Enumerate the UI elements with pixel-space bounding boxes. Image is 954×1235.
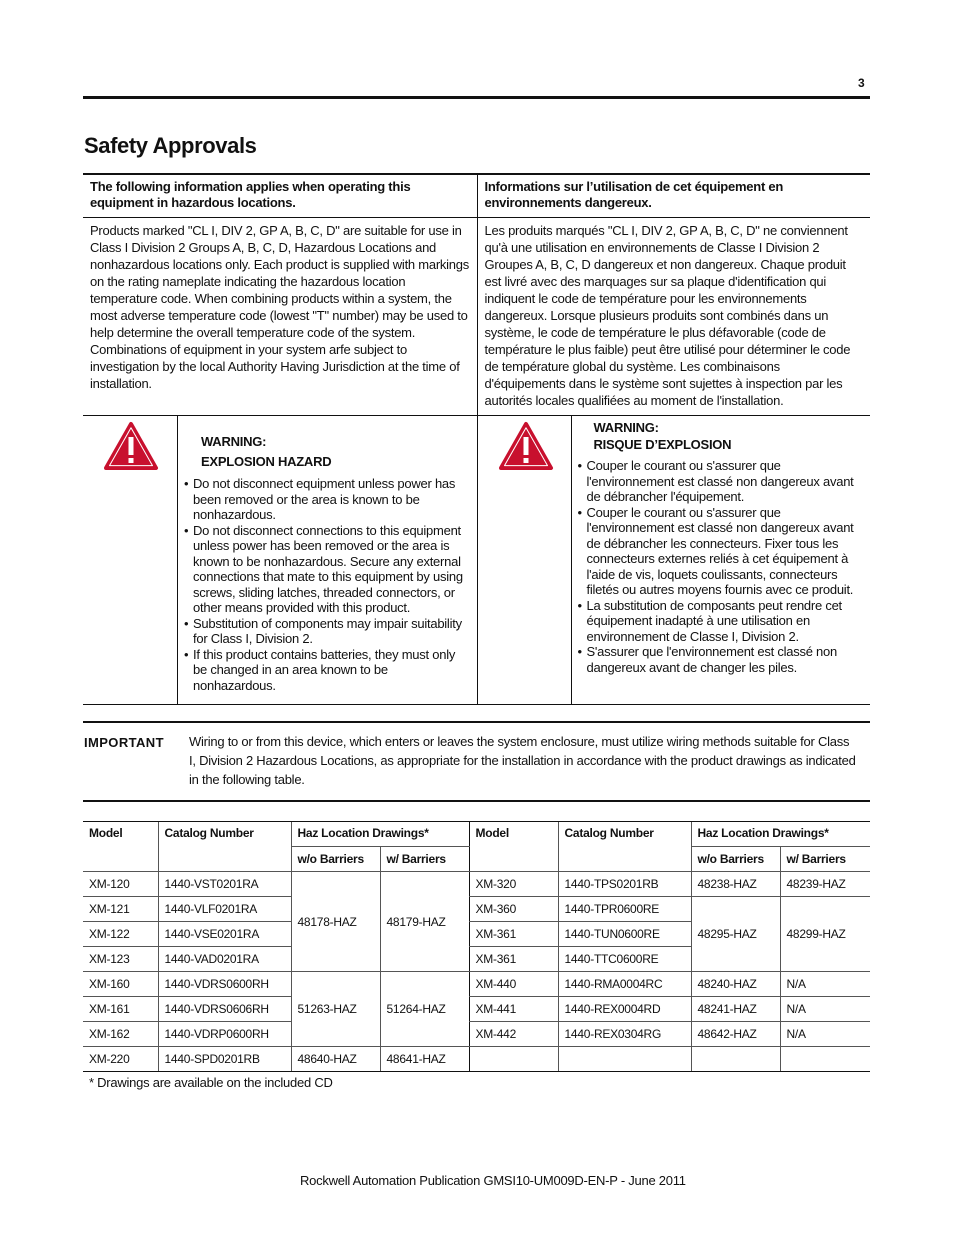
cell-catalog: 1440-VDRS0606RH bbox=[158, 997, 291, 1022]
cell-model: XM-440 bbox=[469, 972, 558, 997]
table-row bbox=[83, 872, 870, 897]
warning-heading-fr bbox=[580, 419, 865, 453]
header-haz: Haz Location Drawings* bbox=[291, 822, 469, 847]
cell-catalog: 1440-VSE0201RA bbox=[158, 922, 291, 947]
list-item: • Couper le courant ou s'assurer que l'environnement est classé non dangereux avant de débrancher l'équipement. bbox=[580, 458, 865, 505]
list-item: • Do not disconnect connections to this equipment unless power has been removed or the area is known to be nonhazardous. Secure any external connections that mate to this equipment by using screws, sliding latches, threaded connectors, or other means provided with this product. bbox=[186, 523, 471, 616]
table-row bbox=[83, 1022, 870, 1047]
list-item: • Substitution of components may impair suitability for Class I, Division 2. bbox=[186, 616, 471, 647]
warning-title-en: WARNING: bbox=[201, 434, 267, 449]
cell-model: XM-123 bbox=[83, 947, 158, 972]
important-label: IMPORTANT bbox=[84, 735, 164, 750]
cell-with: N/A bbox=[780, 997, 870, 1022]
cell-with: N/A bbox=[780, 972, 870, 997]
warning-list-en bbox=[186, 476, 471, 693]
header-catalog: Catalog Number bbox=[158, 822, 291, 872]
page-number: 3 bbox=[858, 76, 865, 90]
cell-catalog: 1440-VDRP0600RH bbox=[158, 1022, 291, 1047]
cell-without: 51263-HAZ bbox=[291, 972, 380, 1047]
cell-catalog: 1440-TTC0600RE bbox=[558, 947, 691, 972]
safety-body-fr: Les produits marqués "CL I, DIV 2, GP A, B, C, D" ne conviennent qu'à une utilisation en environnements de Classe I Division 2 Groupes A, B, C, D dangereux et non dangereux. Chaque produit est livré avec des marquages sur sa plaque d'identification qui indiquent le code de température pour les environnements dangereux. Lorsque plusieurs produits sont combinés dans un système, le code de température le plus défavorable (code de température le plus faible) peut être utilisé pour déterminer le code de température global du système. Les combinaisons d'équipements dans le système sont sujettes à inspection par les autorités locales qualifiées au moment de l'installation. bbox=[477, 218, 871, 415]
list-item: • Do not disconnect equipment unless power has been removed or the area is known to be nonhazardous. bbox=[186, 476, 471, 523]
important-text: Wiring to or from this device, which enters or leaves the system enclosure, must utilize wiring methods suitable for Class I, Division 2 Hazardous Locations, as appropriate for the installation in accordance with the product drawings as indicated in the following table. bbox=[189, 734, 856, 787]
table-row bbox=[83, 1047, 870, 1072]
warning-fr bbox=[477, 416, 871, 704]
cell-with: 48299-HAZ bbox=[780, 897, 870, 972]
warning-triangle-icon bbox=[103, 421, 159, 471]
cell-model: XM-442 bbox=[469, 1022, 558, 1047]
cell-without: 48238-HAZ bbox=[691, 872, 780, 897]
warning-triangle-icon bbox=[498, 421, 554, 471]
cell-model: XM-361 bbox=[469, 947, 558, 972]
safety-body-en: Products marked "CL I, DIV 2, GP A, B, C, D" are suitable for use in Class I Division 2 Groups A, B, C, D, Hazardous Locations and nonhazardous locations only. Each product is supplied with markings on the rating nameplate indicating the hazardous location temperature code. When combining products within a system, the most adverse temperature code (lowest "T" number) may be used to help determine the overall temperature code of the system. Combinations of equipment in your system arfe subject to investigation by the local Authority Having Jurisdiction at the time of installation. bbox=[90, 223, 470, 391]
table-row bbox=[83, 997, 870, 1022]
cell-catalog: 1440-REX0304RG bbox=[558, 1022, 691, 1047]
cell-catalog: 1440-VLF0201RA bbox=[158, 897, 291, 922]
cell-catalog: 1440-TPS0201RB bbox=[558, 872, 691, 897]
cell-empty bbox=[691, 1047, 780, 1072]
page-footer: Rockwell Automation Publication GMSI10-UM009D-EN-P - June 2011 bbox=[300, 1173, 686, 1188]
cell-model: XM-161 bbox=[83, 997, 158, 1022]
cell-catalog: 1440-VDRS0600RH bbox=[158, 972, 291, 997]
header-with-barriers: w/ Barriers bbox=[380, 847, 469, 872]
cell-without: 48295-HAZ bbox=[691, 897, 780, 972]
cell-without: 48178-HAZ bbox=[291, 872, 380, 972]
safety-header-fr: Informations sur l’utilisation de cet équipement en environnements dangereux. bbox=[477, 175, 871, 217]
table-row bbox=[83, 972, 870, 997]
cell-catalog: 1440-TUN0600RE bbox=[558, 922, 691, 947]
warning-heading-en bbox=[186, 432, 471, 472]
warning-title-fr: WARNING: bbox=[593, 420, 659, 435]
cell-catalog: 1440-SPD0201RB bbox=[158, 1047, 291, 1072]
cell-catalog: 1440-REX0004RD bbox=[558, 997, 691, 1022]
page-title: Safety Approvals bbox=[84, 133, 257, 158]
important-rule-bottom bbox=[83, 800, 870, 802]
warning-list-fr bbox=[580, 458, 865, 675]
header-model: Model bbox=[469, 822, 558, 872]
cell-with: N/A bbox=[780, 1022, 870, 1047]
table-header-row bbox=[83, 822, 870, 847]
header-model: Model bbox=[83, 822, 158, 872]
cell-catalog: 1440-RMA0004RC bbox=[558, 972, 691, 997]
warning-text-en bbox=[178, 416, 477, 704]
list-item: • If this product contains batteries, they must only be changed in an area known to be nonhazardous. bbox=[186, 647, 471, 694]
warning-subtitle-en: EXPLOSION HAZARD bbox=[201, 454, 332, 469]
cell-empty bbox=[780, 1047, 870, 1072]
header-without-barriers: w/o Barriers bbox=[691, 847, 780, 872]
safety-header-row bbox=[83, 173, 870, 217]
cell-model: XM-441 bbox=[469, 997, 558, 1022]
safety-header-en: The following information applies when operating this equipment in hazardous locations. bbox=[90, 179, 411, 210]
header-haz: Haz Location Drawings* bbox=[691, 822, 870, 847]
warning-subtitle-fr: RISQUE D’EXPLOSION bbox=[593, 437, 732, 452]
cell-without: 48240-HAZ bbox=[691, 972, 780, 997]
cell-catalog: 1440-VST0201RA bbox=[158, 872, 291, 897]
model-table bbox=[83, 821, 870, 1072]
cell-with: 48641-HAZ bbox=[380, 1047, 469, 1072]
warning-icon-cell bbox=[83, 416, 178, 704]
list-item: • Couper le courant ou s'assurer que l'environnement est classé non dangereux avant de débrancher les connecteurs. Fixer tous les connecteurs externes reliés à cet équipement à l'aide de vis, loquets coulissants, connecteurs filetés ou autres moyens fournis avec ce produit. bbox=[580, 505, 865, 598]
cell-model: XM-122 bbox=[83, 922, 158, 947]
cell-model: XM-360 bbox=[469, 897, 558, 922]
cell-without: 48640-HAZ bbox=[291, 1047, 380, 1072]
important-rule-top bbox=[83, 721, 870, 723]
header-with-barriers: w/ Barriers bbox=[780, 847, 870, 872]
warning-row bbox=[83, 415, 870, 705]
cell-without: 48642-HAZ bbox=[691, 1022, 780, 1047]
cell-empty bbox=[558, 1047, 691, 1072]
table-row bbox=[83, 897, 870, 922]
header-catalog: Catalog Number bbox=[558, 822, 691, 872]
cell-model: XM-121 bbox=[83, 897, 158, 922]
header-without-barriers: w/o Barriers bbox=[291, 847, 380, 872]
cell-with: 48239-HAZ bbox=[780, 872, 870, 897]
cell-empty bbox=[469, 1047, 558, 1072]
cell-model: XM-120 bbox=[83, 872, 158, 897]
warning-text-fr bbox=[572, 416, 871, 704]
table-footnote: * Drawings are available on the included CD bbox=[89, 1075, 333, 1090]
cell-model: XM-320 bbox=[469, 872, 558, 897]
top-rule bbox=[83, 96, 870, 99]
cell-model: XM-160 bbox=[83, 972, 158, 997]
cell-with: 51264-HAZ bbox=[380, 972, 469, 1047]
cell-without: 48241-HAZ bbox=[691, 997, 780, 1022]
cell-model: XM-361 bbox=[469, 922, 558, 947]
cell-catalog: 1440-TPR0600RE bbox=[558, 897, 691, 922]
cell-model: XM-162 bbox=[83, 1022, 158, 1047]
cell-with: 48179-HAZ bbox=[380, 872, 469, 972]
list-item: • S'assurer que l'environnement est classé non dangereux avant de changer les piles. bbox=[580, 644, 865, 675]
cell-model: XM-220 bbox=[83, 1047, 158, 1072]
warning-en bbox=[83, 416, 477, 704]
safety-table bbox=[83, 173, 870, 705]
cell-catalog: 1440-VAD0201RA bbox=[158, 947, 291, 972]
list-item: • La substitution de composants peut rendre cet équipement inadapté à une utilisation en environnement de Classe I, Division 2. bbox=[580, 598, 865, 645]
warning-icon-cell bbox=[478, 416, 572, 704]
safety-body-row bbox=[83, 217, 870, 415]
